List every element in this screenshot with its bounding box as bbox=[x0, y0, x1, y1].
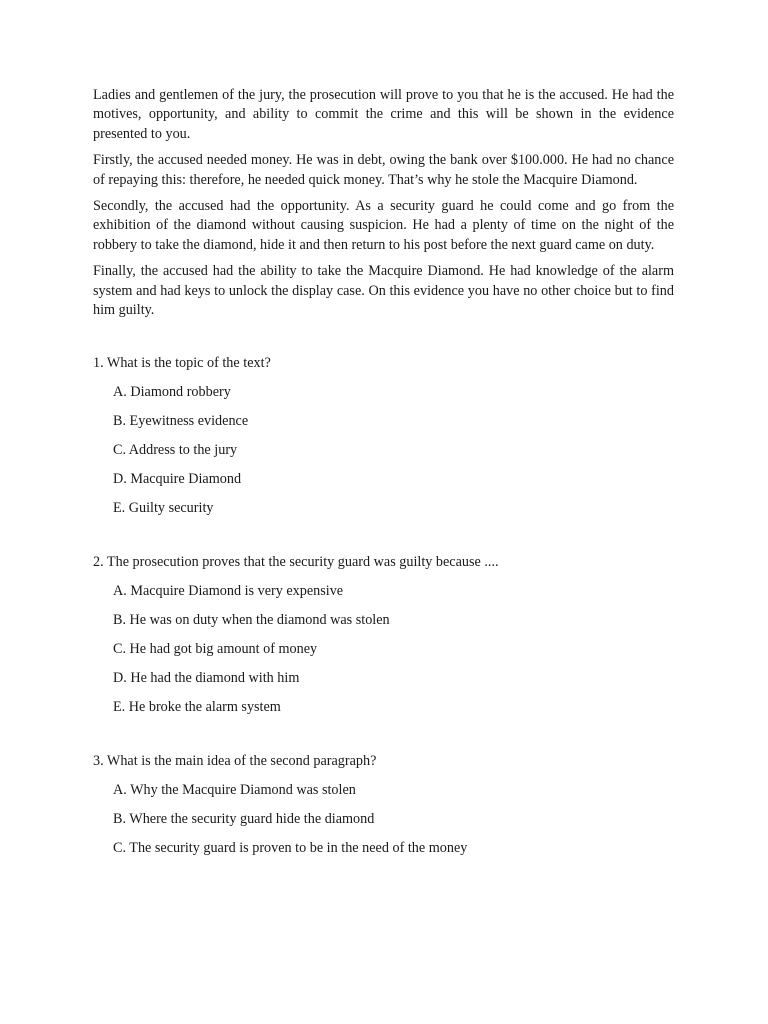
option-a: A. Diamond robbery bbox=[113, 384, 231, 401]
document-page bbox=[93, 86, 674, 893]
option-b: B. Eyewitness evidence bbox=[113, 413, 249, 430]
option-e: E. Guilty security bbox=[113, 500, 214, 517]
question-1 bbox=[93, 354, 674, 518]
option-d: D. He had the diamond with him bbox=[113, 670, 300, 687]
question-2 bbox=[93, 553, 674, 717]
option-list bbox=[93, 582, 674, 717]
passage-paragraph-1: Ladies and gentlemen of the jury, the prosecution will prove to you that he is the accused. He had the motives, opportunity, and ability to commit the crime and this will be shown in the evidence presented to you. bbox=[93, 87, 674, 142]
option-b: B. Where the security guard hide the diamond bbox=[113, 811, 375, 828]
option-e: E. He broke the alarm system bbox=[113, 699, 281, 716]
option-list bbox=[93, 383, 674, 518]
option-b: B. He was on duty when the diamond was stolen bbox=[113, 612, 390, 629]
question-stem: 3. What is the main idea of the second paragraph? bbox=[93, 753, 377, 770]
passage-paragraph-2: Firstly, the accused needed money. He was in debt, owing the bank over $100.000. He had no chance of repaying this: therefore, he needed quick money. That’s why he stole the Macquire Diamond. bbox=[93, 152, 674, 188]
question-stem: 1. What is the topic of the text? bbox=[93, 355, 271, 372]
question-stem: 2. The prosecution proves that the security guard was guilty because .... bbox=[93, 554, 499, 571]
option-a: A. Macquire Diamond is very expensive bbox=[113, 583, 344, 600]
option-c: C. The security guard is proven to be in the need of the money bbox=[113, 840, 468, 857]
option-d: D. Macquire Diamond bbox=[113, 471, 242, 488]
question-list bbox=[93, 354, 674, 858]
option-c: C. Address to the jury bbox=[113, 442, 238, 459]
option-a: A. Why the Macquire Diamond was stolen bbox=[113, 782, 356, 799]
passage-paragraph-3: Secondly, the accused had the opportunity. As a security guard he could come and go from the exhibition of the diamond without causing suspicion. He had a plenty of time on the night of the robbery to take the diamond, hide it and then return to his post before the next guard came on duty. bbox=[93, 198, 674, 253]
option-c: C. He had got big amount of money bbox=[113, 641, 318, 658]
option-list bbox=[93, 781, 674, 858]
reading-passage bbox=[93, 86, 674, 320]
question-3 bbox=[93, 752, 674, 858]
passage-paragraph-4: Finally, the accused had the ability to take the Macquire Diamond. He had knowledge of the alarm system and had keys to unlock the display case. On this evidence you have no other choice but to find him guilty. bbox=[93, 263, 674, 319]
